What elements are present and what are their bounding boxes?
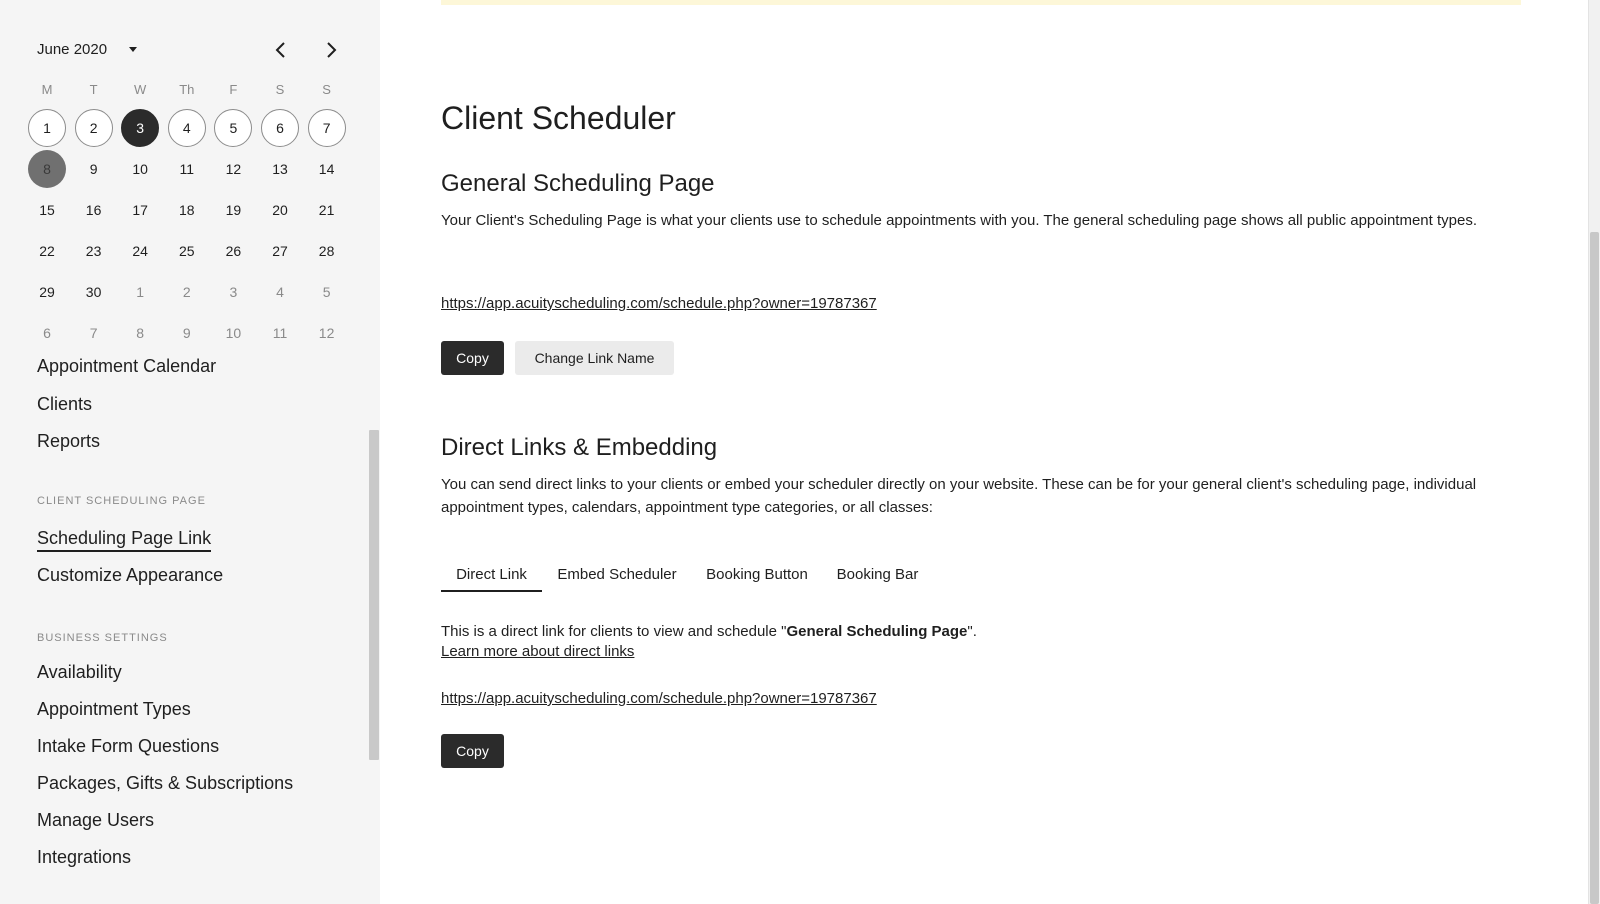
chevron-right-icon[interactable] (319, 38, 343, 62)
calendar-day[interactable]: 7 (89, 325, 98, 341)
calendar-day[interactable]: 25 (179, 243, 195, 259)
tab-booking-button[interactable]: Booking Button (706, 566, 808, 583)
weekday-label: S (275, 82, 285, 97)
copy-general-link-button[interactable]: Copy (441, 341, 504, 375)
tab-embed-scheduler[interactable]: Embed Scheduler (557, 566, 677, 583)
sidebar-scrollbar[interactable] (369, 430, 379, 760)
weekday-label: Th (179, 82, 195, 97)
calendar-day[interactable]: 2 (182, 284, 191, 300)
calendar-day[interactable]: 2 (75, 109, 113, 147)
calendar-day[interactable]: 4 (168, 109, 206, 147)
calendar-day[interactable]: 4 (276, 284, 284, 300)
calendar-header (37, 38, 347, 62)
weekday-label: W (134, 82, 147, 97)
page-scrollbar-thumb[interactable] (1590, 232, 1599, 904)
calendar-day[interactable]: 5 (214, 109, 252, 147)
calendar-day[interactable]: 29 (39, 284, 55, 300)
sidebar-item-clients[interactable]: Clients (37, 394, 93, 414)
notice-banner (441, 0, 1521, 5)
tab-booking-bar[interactable]: Booking Bar (836, 566, 919, 583)
embed-tabs (441, 560, 961, 594)
calendar-day[interactable]: 10 (225, 325, 242, 341)
change-link-name-button[interactable]: Change Link Name (515, 341, 674, 375)
calendar-day[interactable]: 27 (272, 243, 288, 259)
calendar-day[interactable]: 24 (132, 243, 148, 259)
learn-more-direct-links-link[interactable]: Learn more about direct links (441, 643, 635, 660)
calendar-day[interactable]: 30 (85, 284, 102, 300)
calendar-day[interactable]: 6 (43, 325, 51, 341)
calendar-day[interactable]: 23 (85, 243, 102, 259)
section-label-business-settings: BUSINESS SETTINGS (37, 632, 168, 644)
calendar-day[interactable]: 7 (308, 109, 346, 147)
sidebar-item-appointment-calendar[interactable]: Appointment Calendar (37, 356, 217, 376)
calendar-day[interactable]: 12 (225, 161, 242, 177)
calendar-day[interactable]: 6 (261, 109, 299, 147)
general-scheduling-heading: General Scheduling Page (441, 170, 715, 197)
direct-link-description (441, 621, 977, 643)
calendar-day[interactable]: 8 (28, 150, 66, 188)
chevron-left-icon[interactable] (269, 38, 293, 62)
calendar-day[interactable]: 21 (318, 202, 335, 218)
sidebar-item-scheduling-page-link[interactable]: Scheduling Page Link (37, 528, 211, 552)
direct-link-desc-prefix: This is a direct link for clients to view and schedule " (441, 623, 787, 640)
calendar-day[interactable]: 3 (229, 284, 238, 300)
page-title: Client Scheduler (441, 100, 676, 136)
calendar-day[interactable]: 13 (272, 161, 288, 177)
sidebar-item-packages-gifts-subscriptions[interactable]: Packages, Gifts & Subscriptions (37, 773, 294, 793)
weekday-label: T (89, 82, 98, 97)
sidebar-item-appointment-types[interactable]: Appointment Types (37, 699, 191, 719)
calendar-day[interactable]: 19 (225, 202, 242, 218)
calendar-day[interactable]: 16 (85, 202, 102, 218)
calendar-day[interactable]: 5 (322, 284, 331, 300)
general-scheduling-description: Your Client's Scheduling Page is what your clients use to schedule appointments with you. The general scheduling page shows all public appointment types. (441, 212, 1477, 229)
weekday-label: M (41, 82, 53, 97)
calendar-day[interactable]: 12 (318, 325, 335, 341)
sidebar-item-customize-appearance[interactable]: Customize Appearance (37, 565, 224, 585)
direct-links-heading: Direct Links & Embedding (441, 434, 718, 461)
calendar-day[interactable]: 28 (318, 243, 335, 259)
direct-link-desc-suffix: ". (967, 623, 977, 640)
calendar-grid (28, 109, 354, 355)
sidebar-item-manage-users[interactable]: Manage Users (37, 810, 155, 830)
weekday-label: S (322, 82, 331, 97)
calendar-day[interactable]: 17 (132, 202, 148, 218)
calendar-day[interactable]: 1 (28, 109, 66, 147)
calendar-day[interactable]: 26 (225, 243, 242, 259)
calendar-day[interactable]: 3 (121, 109, 159, 147)
tab-direct-link[interactable]: Direct Link (441, 560, 542, 592)
direct-link-url[interactable]: https://app.acuityscheduling.com/schedule.php?owner=19787367 (441, 690, 877, 707)
calendar-day[interactable]: 10 (132, 161, 148, 177)
calendar-day[interactable]: 15 (39, 202, 55, 218)
section-label-client-scheduling: CLIENT SCHEDULING PAGE (37, 495, 206, 507)
sidebar-item-intake-form-questions[interactable]: Intake Form Questions (37, 736, 220, 756)
calendar-day[interactable]: 22 (39, 243, 55, 259)
calendar-weekdays (28, 82, 354, 100)
calendar-day[interactable]: 18 (179, 202, 195, 218)
calendar-day[interactable]: 11 (179, 161, 195, 177)
main-content (380, 0, 1588, 904)
caret-down-icon[interactable] (129, 47, 137, 52)
calendar-day[interactable]: 14 (318, 161, 335, 177)
general-scheduling-url[interactable]: https://app.acuityscheduling.com/schedule.php?owner=19787367 (441, 295, 877, 312)
sidebar-item-reports[interactable]: Reports (37, 431, 101, 451)
direct-links-description: You can send direct links to your clients or embed your scheduler directly on your website. These can be for your general client's scheduling page, individual appointment types, calendars, appointment type categories, or all classes: (441, 476, 1477, 516)
direct-link-desc-target: General Scheduling Page (786, 623, 968, 640)
copy-direct-link-button[interactable]: Copy (441, 734, 504, 768)
sidebar (0, 0, 380, 904)
calendar-day[interactable]: 20 (272, 202, 288, 218)
calendar-day[interactable]: 9 (89, 161, 98, 177)
calendar-day[interactable]: 8 (136, 325, 145, 341)
sidebar-item-availability[interactable]: Availability (37, 662, 122, 682)
calendar-day[interactable]: 1 (136, 284, 145, 300)
month-label[interactable]: June 2020 (37, 41, 108, 58)
calendar-day[interactable]: 11 (272, 325, 288, 341)
calendar-day[interactable]: 9 (182, 325, 191, 341)
sidebar-item-integrations[interactable]: Integrations (37, 847, 132, 867)
weekday-label: F (229, 82, 238, 97)
